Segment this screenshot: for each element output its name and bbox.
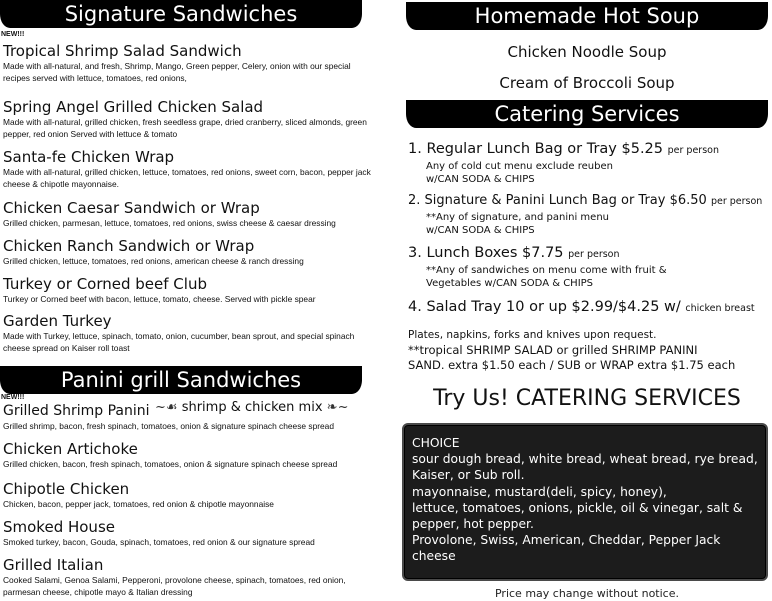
shrimp-note: **tropical SHRIMP SALAD or grilled SHRIMP PANINI: [408, 343, 698, 357]
menu-item: [3, 199, 375, 230]
item-description: Cooked Salami, Genoa Salami, Pepperoni, provolone cheese, spinach, tomatoes, red onion, parmesan cheese, chipotle mayo & Italian dressing: [3, 575, 346, 597]
item-description: Made with all-natural, grilled chicken, lettuce, tomatoes, red onions, sweet corn, bacon, pepper jack cheese & chipotle mayonnaise.: [3, 167, 371, 189]
panini-sandwiches-banner: [0, 366, 362, 394]
menu-item: [3, 42, 375, 84]
menu-item: [3, 518, 375, 549]
menu-item: [3, 237, 375, 268]
item-name: Grilled Shrimp Panini: [3, 403, 150, 419]
item-name: Garden Turkey: [3, 312, 112, 330]
section-title: Catering Services: [494, 102, 680, 126]
bread-choices: sour dough bread, white bread, wheat bread, rye bread, Kaiser, or Sub roll.: [412, 452, 758, 483]
item-description: Made with all-natural, and fresh, Shrimp, Mango, Green pepper, Celery, onion with our special recipes served with lettuce, tomatoes, red onions,: [3, 61, 351, 83]
menu-item: [3, 440, 375, 471]
item-name: Grilled Italian: [3, 556, 104, 574]
new-badge: NEW!!!: [1, 31, 25, 38]
item-description: Grilled shrimp, bacon, fresh spinach, tomatoes, onion & signature spinach cheese spread: [3, 421, 334, 431]
catering-option: [408, 244, 772, 290]
section-title: Homemade Hot Soup: [474, 4, 700, 28]
item-description: Chicken, bacon, pepper jack, tomatoes, red onion & chipotle mayonnaise: [3, 499, 274, 509]
item-name: Chicken Caesar Sandwich or Wrap: [3, 199, 260, 217]
option-detail: **Any of sandwiches on menu come with fruit &: [426, 265, 667, 276]
new-badge: NEW!!!: [1, 394, 25, 401]
item-name: Turkey or Corned beef Club: [3, 275, 207, 293]
option-extras: w/CAN SODA & CHIPS: [426, 225, 535, 236]
menu-item: [3, 556, 375, 598]
cheese-choices: Provolone, Swiss, American, Cheddar, Pepper Jack cheese: [412, 533, 721, 564]
spread-choices: mayonnaise, mustard(deli, spicy, honey),: [412, 484, 667, 499]
item-name: Smoked House: [3, 518, 115, 536]
soup-item: Cream of Broccoli Soup: [499, 74, 675, 92]
option-unit: per person: [568, 249, 620, 260]
section-title: Signature Sandwiches: [64, 2, 298, 26]
option-unit: chicken breast: [685, 303, 755, 314]
flourish-right-icon: ❧~: [326, 400, 349, 415]
catering-option: [408, 298, 772, 318]
item-description: Turkey or Corned beef with bacon, lettuce, tomato, cheese. Served with pickle spear: [3, 294, 316, 304]
item-description: Smoked turkey, bacon, Gouda, spinach, tomatoes, red onion & our signature spread: [3, 537, 315, 547]
item-description: Made with all-natural, grilled chicken, fresh seedless grape, dried cranberry, sliced almonds, green pepper, red onion Served with lettuce & tomato: [3, 117, 367, 139]
menu-item: [3, 98, 375, 140]
flourish-left-icon: ~☙: [155, 400, 178, 415]
item-name: Tropical Shrimp Salad Sandwich: [3, 42, 242, 60]
item-name: Chipotle Chicken: [3, 480, 130, 498]
item-name: Santa-fe Chicken Wrap: [3, 148, 175, 166]
item-description: Made with Turkey, lettuce, spinach, tomato, onion, cucumber, bean sprout, and special spinach cheese spread on Kaiser roll toast: [3, 331, 355, 353]
option-extras: Vegetables w/CAN SODA & CHIPS: [426, 278, 594, 289]
choice-heading: CHOICE: [412, 436, 460, 450]
shrimp-chicken-mix-label: ~☙ shrimp & chicken mix ❧~: [155, 400, 349, 415]
item-description: Grilled chicken, parmesan, lettuce, tomatoes, red onions, swiss cheese & caesar dressing: [3, 218, 336, 228]
option-unit: per person: [667, 145, 719, 156]
price-disclaimer: Price may change without notice.: [494, 587, 679, 600]
catering-option: [408, 192, 772, 237]
menu-item: [3, 275, 375, 306]
extra-charge-note: SAND. extra $1.50 each / SUB or WRAP extra $1.75 each: [408, 358, 736, 372]
topping-choices: lettuce, tomatoes, onions, pickle, oil & vinegar, salt & pepper, hot pepper.: [412, 500, 743, 532]
option-title: 1. Regular Lunch Bag or Tray $5.25: [408, 141, 664, 157]
menu-item: [3, 312, 375, 354]
item-name: Chicken Artichoke: [3, 440, 138, 458]
menu-item: [3, 148, 375, 190]
catering-notes: [408, 328, 772, 373]
option-title: 4. Salad Tray 10 or up $2.99/$4.25 w/: [408, 299, 681, 315]
hot-soup-banner: [406, 2, 768, 30]
menu-item: [3, 480, 375, 511]
soup-item: Chicken Noodle Soup: [507, 43, 667, 61]
menu-item: [3, 402, 375, 433]
section-title: Panini grill Sandwiches: [60, 368, 302, 392]
choice-box: [402, 423, 768, 581]
option-detail: **Any of signature, and panini menu: [426, 212, 610, 223]
item-description: Grilled chicken, lettuce, tomatoes, red onions, american cheese & ranch dressing: [3, 256, 304, 266]
option-detail: Any of cold cut menu exclude reuben: [426, 161, 613, 172]
item-name: Chicken Ranch Sandwich or Wrap: [3, 237, 255, 255]
item-description: Grilled chicken, bacon, fresh spinach, tomatoes, onion & signature spinach cheese spread: [3, 459, 338, 469]
option-unit: per person: [710, 196, 763, 207]
item-name: Spring Angel Grilled Chicken Salad: [3, 98, 264, 116]
try-us-heading: Try Us! CATERING SERVICES: [433, 386, 741, 411]
catering-option: [408, 140, 772, 186]
option-extras: w/CAN SODA & CHIPS: [426, 174, 535, 185]
option-title: 2. Signature & Panini Lunch Bag or Tray $6.50: [408, 193, 707, 208]
option-title: 3. Lunch Boxes $7.75: [408, 245, 564, 261]
utensils-note: Plates, napkins, forks and knives upon request.: [408, 329, 657, 341]
signature-sandwiches-banner: [0, 0, 362, 28]
catering-services-banner: [406, 100, 768, 128]
